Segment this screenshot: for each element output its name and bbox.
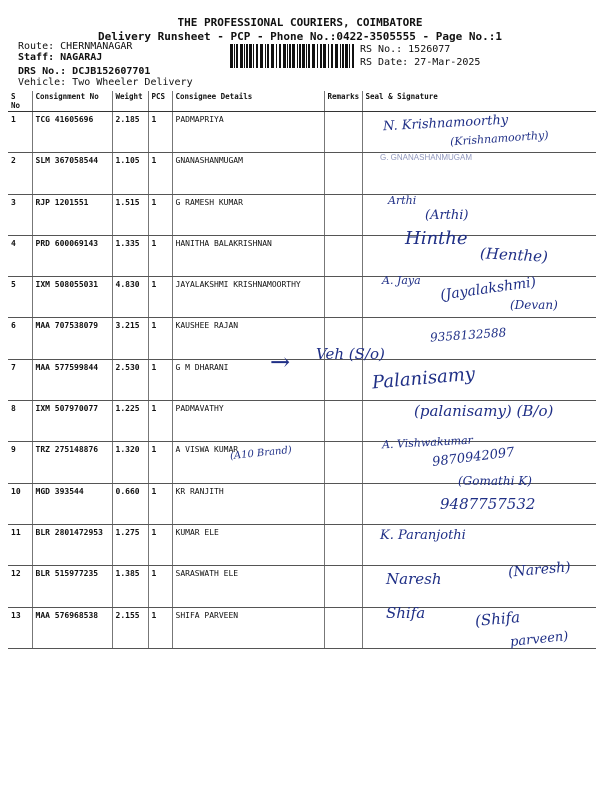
table-header-row: [8, 91, 596, 112]
column-header: Remarks: [324, 91, 362, 112]
table-row: [8, 359, 596, 400]
remarks-cell: [324, 401, 362, 442]
column-header: PCS: [148, 91, 172, 112]
pcs-cell: 1: [148, 153, 172, 194]
rs-number: RS No.: 1526077: [360, 44, 451, 55]
weight-cell: 1.275: [112, 524, 148, 565]
signature-row-4: Hinthe: [405, 228, 468, 249]
signature-row-5: A. Jaya: [382, 274, 421, 287]
signature-row-13-name: (Shifa: [474, 608, 521, 630]
arrow-icon: →: [270, 348, 291, 376]
remarks-cell: [324, 607, 362, 648]
signature-row-13: Shifa: [386, 604, 426, 622]
consignment-number: MGD 393544: [32, 483, 112, 524]
row-number: 11: [8, 524, 32, 565]
remarks-cell: [324, 524, 362, 565]
consignment-number: MAA 707538079: [32, 318, 112, 359]
signature-row-3: Arthi: [388, 194, 417, 207]
remarks-cell: [324, 153, 362, 194]
rs-date: RS Date: 27-Mar-2025: [360, 57, 481, 68]
weight-cell: 1.515: [112, 194, 148, 235]
table-row: [8, 524, 596, 565]
pcs-cell: 1: [148, 401, 172, 442]
remark-row-9: (A10 Brand): [229, 444, 293, 463]
row-number: 8: [8, 401, 32, 442]
remarks-cell: [324, 235, 362, 276]
pcs-cell: 1: [148, 235, 172, 276]
consignee-name: PADMAPRIYA: [172, 112, 324, 153]
signature-row-10-phone: 9487757532: [440, 495, 536, 513]
pcs-cell: 1: [148, 524, 172, 565]
table-row: [8, 318, 596, 359]
row-number: 13: [8, 607, 32, 648]
remarks-cell: [324, 566, 362, 607]
consignee-name: G RAMESH KUMAR: [172, 194, 324, 235]
weight-cell: 2.530: [112, 359, 148, 400]
drs-number: DRS No.: DCJB152607701: [18, 66, 151, 77]
row-number: 9: [8, 442, 32, 483]
consignee-name: KUMAR ELE: [172, 524, 324, 565]
consignment-number: IXM 507970077: [32, 401, 112, 442]
remarks-cell: [324, 442, 362, 483]
table-row: [8, 194, 596, 235]
signature-row-1: N. Krishnamoorthy: [382, 112, 509, 135]
column-header: Seal & Signature: [362, 91, 596, 112]
table-row: [8, 153, 596, 194]
consignee-name: PADMAVATHY: [172, 401, 324, 442]
consignee-name: SARASWATH ELE: [172, 566, 324, 607]
pcs-cell: 1: [148, 112, 172, 153]
stamp-row-2: G. GNANASHANMUGAM: [380, 153, 473, 162]
consignee-name: GNANASHANMUGAM: [172, 153, 324, 194]
consignment-number: RJP 1201551: [32, 194, 112, 235]
weight-cell: 1.105: [112, 153, 148, 194]
signature-row-12: Naresh: [386, 570, 442, 588]
remarks-cell: [324, 359, 362, 400]
row-number: 4: [8, 235, 32, 276]
pcs-cell: 1: [148, 277, 172, 318]
pcs-cell: 1: [148, 442, 172, 483]
barcode-image: [230, 44, 355, 68]
signature-row-11: K. Paranjothi: [380, 528, 466, 543]
signature-row-7: Palanisamy: [371, 363, 476, 394]
route-label: Route: CHERNMANAGAR: [18, 41, 133, 52]
consignment-number: TRZ 275148876: [32, 442, 112, 483]
signature-row-1-name: (Krishnamoorthy): [449, 128, 549, 149]
signature-row-8: (palanisamy) (B/o): [414, 402, 554, 420]
signature-row-6-name: (Devan): [510, 298, 558, 312]
pcs-cell: 1: [148, 607, 172, 648]
row-number: 6: [8, 318, 32, 359]
pcs-cell: 1: [148, 483, 172, 524]
pcs-cell: 1: [148, 318, 172, 359]
remarks-cell: [324, 194, 362, 235]
staff-label: Staff: NAGARAJ: [18, 52, 103, 63]
weight-cell: 2.185: [112, 112, 148, 153]
consignment-number: MAA 576968538: [32, 607, 112, 648]
consignment-number: PRD 600069143: [32, 235, 112, 276]
weight-cell: 0.660: [112, 483, 148, 524]
remarks-cell: [324, 277, 362, 318]
column-header: Consignee Details: [172, 91, 324, 112]
pcs-cell: 1: [148, 566, 172, 607]
consignee-name: HANITHA BALAKRISHNAN: [172, 235, 324, 276]
company-title: THE PROFESSIONAL COURIERS, COIMBATORE: [177, 16, 423, 29]
signature-row-13-name-cont: parveen): [509, 628, 570, 651]
weight-cell: 4.830: [112, 277, 148, 318]
remark-row-7: Veh (S/o): [316, 345, 385, 363]
remarks-cell: [324, 112, 362, 153]
weight-cell: 1.385: [112, 566, 148, 607]
row-number: 5: [8, 277, 32, 318]
weight-cell: 2.155: [112, 607, 148, 648]
weight-cell: 1.320: [112, 442, 148, 483]
consignee-name: SHIFA PARVEEN: [172, 607, 324, 648]
consignee-name: JAYALAKSHMI KRISHNAMOORTHY: [172, 277, 324, 318]
signature-row-3-name: (Arthi): [425, 208, 469, 223]
vehicle-label: Vehicle: Two Wheeler Delivery: [18, 77, 193, 88]
consignment-number: TCG 41605696: [32, 112, 112, 153]
signature-row-9: A. Vishwakumar: [381, 433, 474, 452]
signature-row-4-name: (Henthe): [479, 244, 549, 266]
pcs-cell: 1: [148, 194, 172, 235]
row-number: 10: [8, 483, 32, 524]
signature-row-6-phone: 9358132588: [429, 325, 507, 345]
row-number: 1: [8, 112, 32, 153]
consignee-name: G M DHARANI: [172, 359, 324, 400]
runsheet-title: Delivery Runsheet - PCP - Phone No.:0422-3505555 - Page No.:1: [98, 30, 502, 43]
row-number: 2: [8, 153, 32, 194]
weight-cell: 1.335: [112, 235, 148, 276]
remarks-cell: [324, 483, 362, 524]
consignee-name: A VISWA KUMAR: [172, 442, 324, 483]
signature-row-10: (Gomathi K): [458, 474, 532, 488]
weight-cell: 1.225: [112, 401, 148, 442]
row-number: 7: [8, 359, 32, 400]
consignment-number: IXM 508055031: [32, 277, 112, 318]
consignee-name: KAUSHEE RAJAN: [172, 318, 324, 359]
signature-row-5-name: (Jayalakshmi): [439, 274, 538, 304]
consignee-name: KR RANJITH: [172, 483, 324, 524]
consignment-number: BLR 515977235: [32, 566, 112, 607]
column-header: Consignment No: [32, 91, 112, 112]
weight-cell: 3.215: [112, 318, 148, 359]
column-header: Weight: [112, 91, 148, 112]
consignment-number: BLR 2801472953: [32, 524, 112, 565]
signature-row-12-name: (Naresh): [507, 559, 572, 581]
pcs-cell: 1: [148, 359, 172, 400]
row-number: 12: [8, 566, 32, 607]
consignment-number: SLM 367058544: [32, 153, 112, 194]
row-number: 3: [8, 194, 32, 235]
signature-row-9-phone: 9870942097: [431, 445, 516, 470]
consignment-number: MAA 577599844: [32, 359, 112, 400]
column-header: S No: [8, 91, 32, 112]
